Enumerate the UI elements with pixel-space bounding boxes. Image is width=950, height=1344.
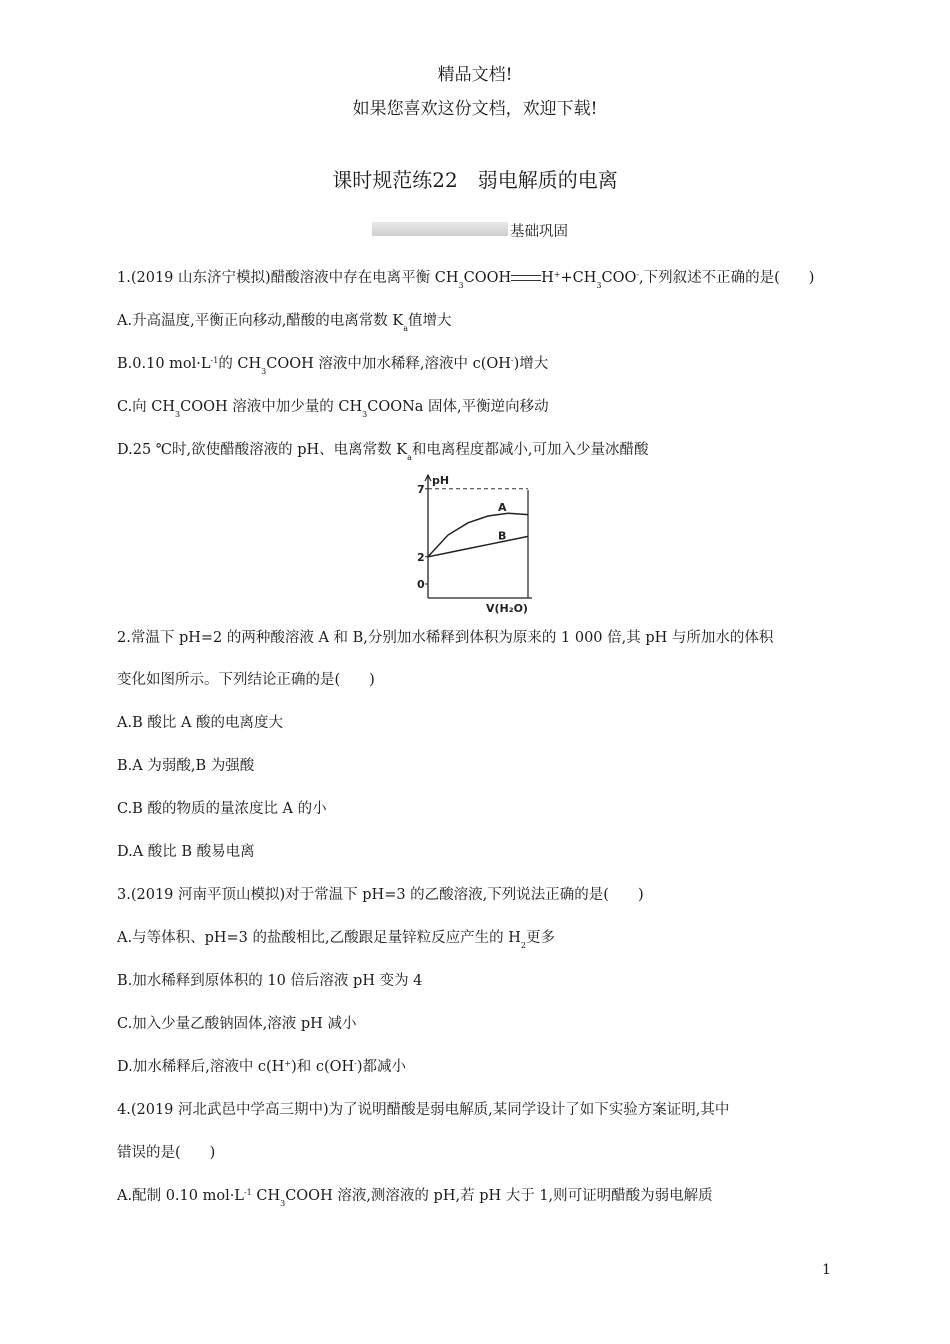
page-title: 课时规范练22 弱电解质的电离 — [332, 168, 618, 192]
y-axis-label: pH — [432, 474, 450, 487]
q1-stem-text: H — [541, 270, 554, 286]
q1-stem — [117, 266, 814, 290]
q1-option-c — [117, 395, 549, 419]
option-text: 更多 — [525, 930, 555, 946]
q4-stem-1: 4.(2019 河北武邑中学高三期中)为了说明醋酸是弱电解质,某同学设计了如下实验方案证明,其中 — [117, 1102, 730, 1118]
q1-stem-text: ,下列叙述不正确的是( ) — [639, 270, 815, 286]
y-tick-label: 2 — [417, 550, 425, 564]
q3-option-d — [117, 1055, 406, 1076]
option-text: D.加水稀释后,溶液中 c(H — [117, 1059, 285, 1075]
y-tick-label: 7 — [417, 482, 425, 496]
q2-option-b: B.A 为弱酸,B 为强酸 — [117, 758, 255, 774]
q2-stem-1: 2.常温下 pH=2 的两种酸溶液 A 和 B,分别加水稀释到体积为原来的 1 000 倍,其 pH 与所加水的体积 — [117, 630, 774, 646]
section-heading: 基础巩固 — [510, 224, 568, 240]
ph-dilution-chart — [410, 472, 540, 615]
option-text: )都减小 — [356, 1059, 407, 1075]
header-line-2: 如果您喜欢这份文档，欢迎下载! — [352, 99, 598, 119]
q2-stem-2: 变化如图所示。下列结论正确的是( ) — [117, 672, 375, 688]
q2-option-d: D.A 酸比 B 酸易电离 — [117, 844, 255, 860]
option-text: CH — [251, 1188, 281, 1204]
option-text: COONa 固体,平衡逆向移动 — [367, 399, 549, 415]
option-text: )和 c(OH — [291, 1059, 355, 1075]
option-sup: -1 — [210, 356, 219, 365]
page-number: 1 — [822, 1262, 831, 1278]
q1-sup: - — [636, 270, 640, 279]
option-text: B.0.10 mol·L — [117, 356, 211, 372]
option-sub: a — [407, 453, 412, 462]
q3-stem: 3.(2019 河南平顶山模拟)对于常温下 pH=3 的乙酸溶液,下列说法正确的是( ) — [117, 887, 644, 903]
q1-sub: 3 — [458, 281, 464, 290]
option-text: COOH 溶液中加少量的 CH — [180, 399, 363, 415]
option-sub: 3 — [362, 410, 368, 419]
section-bar — [372, 222, 508, 236]
q1-stem-text: 1.(2019 山东济宁模拟)醋酸溶液中存在电离平衡 CH — [117, 270, 459, 286]
q3-option-b: B.加水稀释到原体积的 10 倍后溶液 pH 变为 4 — [117, 973, 423, 989]
option-text: A.配制 0.10 mol·L — [117, 1188, 244, 1204]
option-text: A.升高温度,平衡正向移动,醋酸的电离常数 K — [117, 313, 404, 329]
q1-option-d — [117, 438, 648, 462]
y-tick-label: 0 — [417, 578, 425, 591]
series-line-a — [428, 513, 528, 557]
q1-stem-text: +CH — [560, 270, 597, 286]
option-sub: 3 — [280, 1199, 286, 1208]
x-axis-label: V(H₂O) — [486, 602, 528, 615]
option-text: 值增大 — [408, 313, 452, 329]
q3-option-a — [117, 926, 555, 950]
option-text: COOH 溶液中加水稀释,溶液中 c(OH — [266, 356, 511, 372]
q1-sup: + — [553, 270, 561, 279]
option-sup: - — [510, 356, 514, 365]
q4-option-a — [117, 1184, 713, 1208]
option-text: COOH 溶液,测溶液的 pH,若 pH 大于 1,则可证明醋酸为弱电解质 — [285, 1188, 713, 1204]
equilibrium-arrow-icon — [511, 273, 541, 283]
q3-option-c: C.加入少量乙酸钠固体,溶液 pH 减小 — [117, 1016, 357, 1032]
q2-option-c: C.B 酸的物质的量浓度比 A 的小 — [117, 801, 327, 817]
option-text: 和电离程度都减小,可加入少量冰醋酸 — [411, 442, 649, 458]
q4-stem-2: 错误的是( ) — [117, 1145, 216, 1161]
q1-stem-text: COO — [601, 270, 637, 286]
option-text: C.向 CH — [117, 399, 176, 415]
q2-option-a: A.B 酸比 A 酸的电离度大 — [117, 715, 284, 731]
option-sub: 3 — [175, 410, 181, 419]
option-text: A.与等体积、pH=3 的盐酸相比,乙酸跟足量锌粒反应产生的 H — [117, 930, 521, 946]
series-label-b: B — [498, 529, 507, 543]
option-text: )增大 — [513, 356, 549, 372]
q1-sub: 3 — [596, 281, 602, 290]
option-sub: 3 — [261, 367, 267, 376]
option-sub: a — [403, 324, 409, 333]
option-text: D.25 ℃时,欲使醋酸溶液的 pH、电离常数 K — [117, 442, 408, 458]
option-sup: - — [354, 1059, 357, 1068]
q1-stem-text: COOH — [463, 270, 512, 286]
q1-option-b — [117, 352, 548, 376]
series-label-a: A — [498, 501, 507, 514]
option-sub: 2 — [520, 941, 526, 950]
option-sup: + — [284, 1059, 292, 1068]
q1-option-a — [117, 309, 452, 333]
option-sup: -1 — [243, 1188, 252, 1197]
option-text: 的 CH — [218, 356, 262, 372]
header-line-1: 精品文档! — [437, 65, 513, 85]
